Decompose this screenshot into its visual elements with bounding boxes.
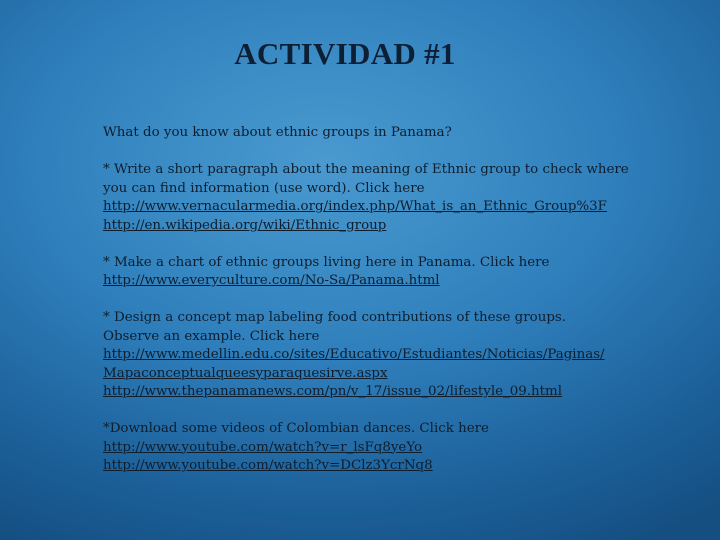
task-text-line: Observe an example. Click here <box>103 328 320 344</box>
task-text-line: * Write a short paragraph about the meaning of Ethnic group to check where <box>103 162 629 177</box>
thepanamanews-link[interactable]: http://www.thepanamanews.com/pn/v_17/issue_02/lifestyle_09.html <box>103 384 563 399</box>
task-text-line: * Make a chart of ethnic groups living here in Panama. Click here <box>103 254 550 270</box>
slide-title: ACTIVIDAD #1 <box>234 36 456 71</box>
task-write-paragraph <box>103 161 673 235</box>
question-paragraph <box>103 124 673 143</box>
task-text-line: * Design a concept map labeling food contributions of these groups. <box>103 310 567 325</box>
task-text-line: *Download some videos of Colombian dances. Click here <box>103 421 489 436</box>
medellin-concept-map-link-continued[interactable]: Mapaconceptualqueesyparaquesirve.aspx <box>103 365 388 381</box>
task-videos-paragraph <box>103 420 673 476</box>
vernacularmedia-link[interactable]: http://www.vernacularmedia.org/index.php/What_is_an_Ethnic_Group%3F <box>103 199 607 214</box>
medellin-concept-map-link[interactable]: http://www.medellin.edu.co/sites/Educativo/Estudiantes/Noticias/Paginas/ <box>103 347 605 362</box>
task-concept-map-paragraph <box>103 309 673 402</box>
youtube-video-link-2[interactable]: http://www.youtube.com/watch?v=DClz3YcrNq8 <box>103 458 433 473</box>
task-text-line: you can find information (use word). Click here <box>103 180 425 196</box>
everyculture-link[interactable]: http://www.everyculture.com/No-Sa/Panama.html <box>103 273 440 288</box>
wikipedia-ethnic-group-link[interactable]: http://en.wikipedia.org/wiki/Ethnic_group <box>103 217 387 233</box>
youtube-video-link-1[interactable]: http://www.youtube.com/watch?v=r_lsFq8yeYo <box>103 439 423 455</box>
slide-content <box>103 124 673 494</box>
task-chart-paragraph <box>103 254 673 291</box>
question-text: What do you know about ethnic groups in Panama? <box>103 125 452 140</box>
